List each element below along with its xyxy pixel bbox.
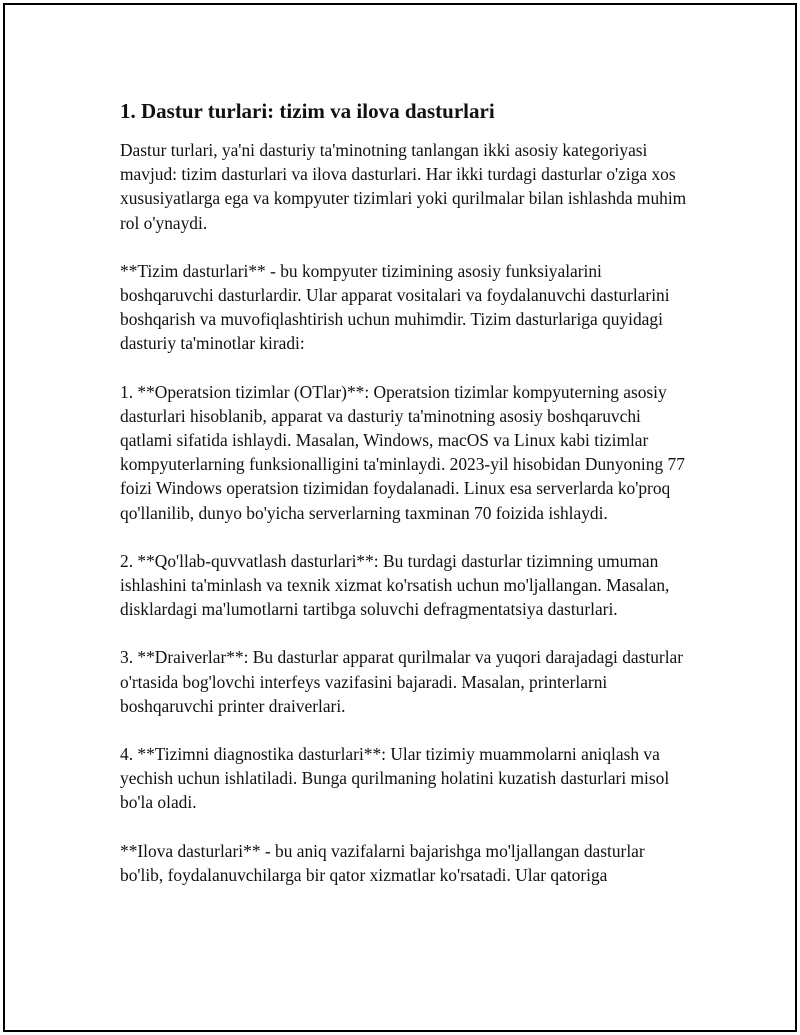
section-heading: 1. Dastur turlari: tizim va ilova dasturlari	[120, 99, 495, 123]
paragraph-support-programs: 2. **Qo'llab-quvvatlash dasturlari**: Bu turdagi dasturlar tizimning umuman ishlashini ta'minlash va texnik xizmat ko'rsatish uchun mo'ljallangan. Masalan, disklardagi ma'lumotlarni tartibga soluvchi defragmentatsiya dasturlari.	[120, 550, 670, 620]
document-page	[3, 3, 797, 1032]
paragraph-application-software: **Ilova dasturlari** - bu aniq vazifalarni bajarishga mo'ljallangan dasturlar bo'lib, foydalanuvchilarga bir qator xizmatlar ko'rsatadi. Ular qatoriga	[120, 840, 645, 885]
paragraph-intro: Dastur turlari, ya'ni dasturiy ta'minotning tanlangan ikki asosiy kategoriyasi mavjud: tizim dasturlari va ilova dasturlari. Har ikki turdagi dasturlar o'ziga xos xususiyatlarga ega va kompyuter tizimlari yoki qurilmalar bilan ishlashda muhim rol o'ynaydi.	[120, 140, 687, 233]
document-body	[120, 95, 690, 911]
paragraph-diagnostics: 4. **Tizimni diagnostika dasturlari**: Ular tizimiy muammolarni aniqlash va yechish uchun ishlatiladi. Bunga qurilmaning holatini kuzatish dasturlari misol bo'la oladi.	[120, 744, 670, 813]
paragraph-drivers: 3. **Draiverlar**: Bu dasturlar apparat qurilmalar va yuqori darajadagi dasturlar o'rtasida bog'lovchi interfeys vazifasini bajaradi. Masalan, printerlarni boshqaruvchi printer draiverlari.	[120, 647, 684, 716]
paragraph-operating-systems: 1. **Operatsion tizimlar (OTlar)**: Operatsion tizimlar kompyuterning asosiy dasturlari hisoblanib, apparat va dasturiy ta'minotning asosiy boshqaruvchi qatlami sifatida ishlaydi. Masalan, Windows, macOS va Linux kabi tizimlar kompyuterlarning funksionalligini ta'minlaydi. 2023-yil hisobidan Dunyoning 77 foizi Windows operatsion tizimidan foydalanadi. Linux esa serverlarda ko'proq qo'llanilib, dunyo bo'yicha serverlarning taxminan 70 foizida ishlaydi.	[120, 381, 685, 523]
paragraph-system-software: **Tizim dasturlari** - bu kompyuter tizimining asosiy funksiyalarini boshqaruvchi dasturlardir. Ular apparat vositalari va foydalanuvchi dasturlarini boshqarish va muvofiqlashtirish uchun muhimdir. Tizim dasturlariga quyidagi dasturiy ta'minotlar kiradi:	[120, 260, 670, 354]
